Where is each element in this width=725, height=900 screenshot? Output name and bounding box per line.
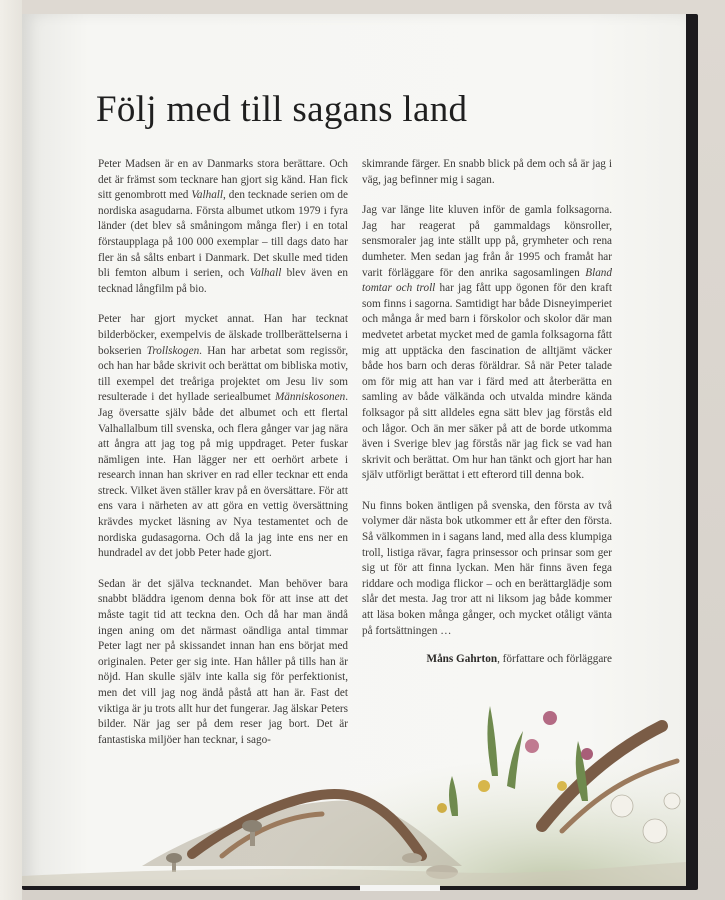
paragraph-5: Nu finns boken äntligen på svenska, den första av två volymer där nästa bok utkommer ett år efter den första. Så välkommen in i sagans land, med alla dess klumpiga troll, listiga rävar, fagra prinsessor och prinsar som ger sig ut för att finna lyckan. Men här finns även fega riddare och modiga flickor – och en berättarglädje som slår det mesta. Jag tror att ni liksom jag både kommer att läsa boken många gånger, och mycket otåligt vänta på fortsättningen … bbox=[362, 499, 612, 637]
page-stack-edge bbox=[360, 885, 440, 891]
page-title: Följ med till sagans land bbox=[96, 89, 468, 130]
paragraph-3: Sedan är det själva tecknandet. Man behöver bara snabbt bläddra igenom denna bok för att inse att det måste tagit tid att teckna den. Och då har man ändå ingen aning om det närmast oändliga antal timmar Peter lagt ner på skissandet innan han ens börjat med originalen. Peter ger sig inte. Han håller på tills han är nöjd. Han skulle själv inte kalla sig för perfektionist, men det vill jag nog ändå påstå att han är. Fast det viktiga är ju trots allt hur det fungerar. Jag älskar Peters bilder. När jag ser på dem reser jag bort. Det är fantastiska miljöer han tecknar, i sago- bbox=[98, 577, 348, 746]
left-page-edge bbox=[0, 0, 22, 900]
right-column bbox=[362, 157, 612, 683]
paragraph-4: Jag var länge lite kluven inför de gamla folksagorna. Jag har reagerat på gammaldags könsroller, sensmoraler jag inte ställt upp på, grymheter och rena dumheter. Men sedan jag från år 1995 och framåt har varit förläggare för den anrika sagosamlingen Bland tomtar och troll har jag fått upp ögonen för den kraft som finns i sagorna. Samtidigt har både Disneyimperiet och många år med barn i förskolor och skolor där man medvetet arbetat mycket med de gamla folksagorna fått mig att upptäcka den fascination de alltjämt väcker både hos barn och deras föräldrar. Så när Peter talade om för mig att han var i färd med att återberätta en samling av både välkända och utvalda mindre kända folksagor på sitt alldeles egna sätt blev jag förstås eld och lågor. Och än mer säker på att de borde utkomma även i Sverige blev jag förstås när jag fick se vad han skrivit och berättat. Om hur han tänkt och gjort har han själv utförligt berättat i ett efterord till denna bok. bbox=[362, 204, 612, 482]
forest-floor-illustration bbox=[22, 626, 686, 886]
signature: Måns Gahrton, författare och förläggare bbox=[426, 653, 612, 666]
paragraph-continued: skimrande färger. En snabb blick på dem och så är jag i väg, jag befinner mig i sagan. bbox=[362, 158, 612, 186]
book-page bbox=[22, 14, 686, 886]
paragraph-1: Peter Madsen är en av Danmarks stora berättare. Och det är främst som tecknare han gjort sig känd. Han fick sitt genombrott med Valhall, den tecknade serien om de nordiska asagudarna. Första albumet utkom 1979 i fyra länder (det blev så småningom många fler) i en total förstaupplaga på 100 000 exemplar – till dags dato har fler än så sålts enbart i Danmark. Det skulle med tiden bli femton album i serien, och Valhall blev även en tecknad långfilm på bio. bbox=[98, 158, 348, 295]
paragraph-2: Peter har gjort mycket annat. Han har tecknat bilderböcker, exempelvis de älskade trollberättelserna i bokserien Trollskogen. Han har arbetat som regissör, och han har både skrivit och berättat om bibliska motiv, till exempel det treåriga projektet om Jesu liv som resulterade i det hyllade seriealbumet Människosonen. Jag översatte själv både det albumet och ett flertal Valhallalbum till svenska, och flera gånger var jag nära att ångra att jag tog på mig uppdraget. Peter fuskar nämligen inte. Han lägger ner ett oerhört arbete i research innan han skriver en rad eller tecknar ett enda streck. Vilket även ställer krav på en översättare. För att ens vara i närheten av att göra en vettig översättning krävdes mycket läsning av Nya testamentet och de nordiska gudasagorna. Och då la jag inte ens ner en hundradel av det jobb Peter hade gjort. bbox=[98, 313, 348, 560]
